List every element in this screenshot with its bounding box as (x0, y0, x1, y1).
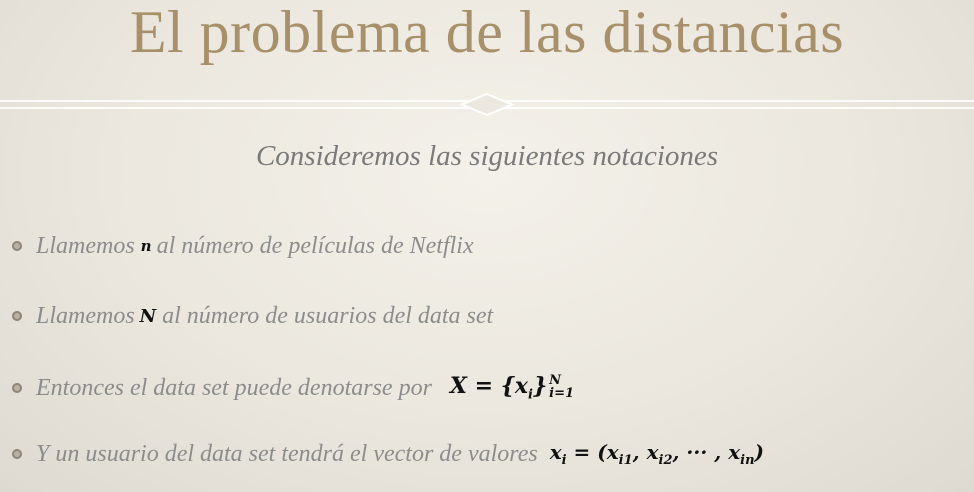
formula-eq-open: = (x (566, 440, 619, 464)
bullet-text: Y un usuario del data set tendrá el vector de valores (36, 440, 538, 467)
ornamental-divider (0, 88, 974, 124)
formula-sub-i1: i1 (618, 453, 633, 468)
bullet-text: Entonces el data set puede denotarse por (36, 374, 432, 401)
slide-subtitle: Consideremos las siguientes notaciones (255, 140, 719, 172)
divider-diamond (462, 94, 512, 115)
bullet-dot-icon (12, 241, 22, 251)
formula-sub-i: i (561, 453, 567, 468)
bullet-dot-icon (12, 383, 22, 393)
bullet-dot-icon (12, 311, 22, 321)
slide-title: El problema de las distancias (129, 0, 845, 65)
formula-sub-i: i (528, 387, 533, 403)
formula-sub-i2: i2 (658, 453, 673, 468)
bullet-text-before: Llamemos (36, 302, 135, 329)
bullet-item-3 (12, 368, 574, 408)
formula-comma-x: , x (632, 440, 659, 464)
dataset-formula (450, 373, 574, 402)
bullet-dot-icon (12, 449, 22, 459)
bullet-text-before: Llamemos (36, 232, 135, 259)
formula-close-paren: ) (754, 440, 764, 464)
bullet-text-after: al número de usuarios del data set (162, 302, 494, 329)
bullet-text-after: al número de películas de Netflix (156, 232, 474, 259)
math-variable-n: n (140, 237, 152, 255)
formula-dots: , ··· , x (672, 440, 741, 464)
vector-formula (550, 440, 764, 468)
formula-sup-N: N (549, 373, 562, 389)
formula-close-brace: } (532, 373, 548, 400)
bullet-item-4 (12, 434, 764, 474)
math-variable-N: N (139, 305, 157, 327)
formula-lhs: X = {x (449, 373, 529, 400)
formula-sub-in: in (740, 453, 755, 468)
formula-sub-range: i=1 (549, 386, 575, 402)
bullet-item-2 (12, 296, 493, 336)
bullet-item-1 (12, 226, 474, 266)
formula-var-x: x (549, 440, 562, 464)
